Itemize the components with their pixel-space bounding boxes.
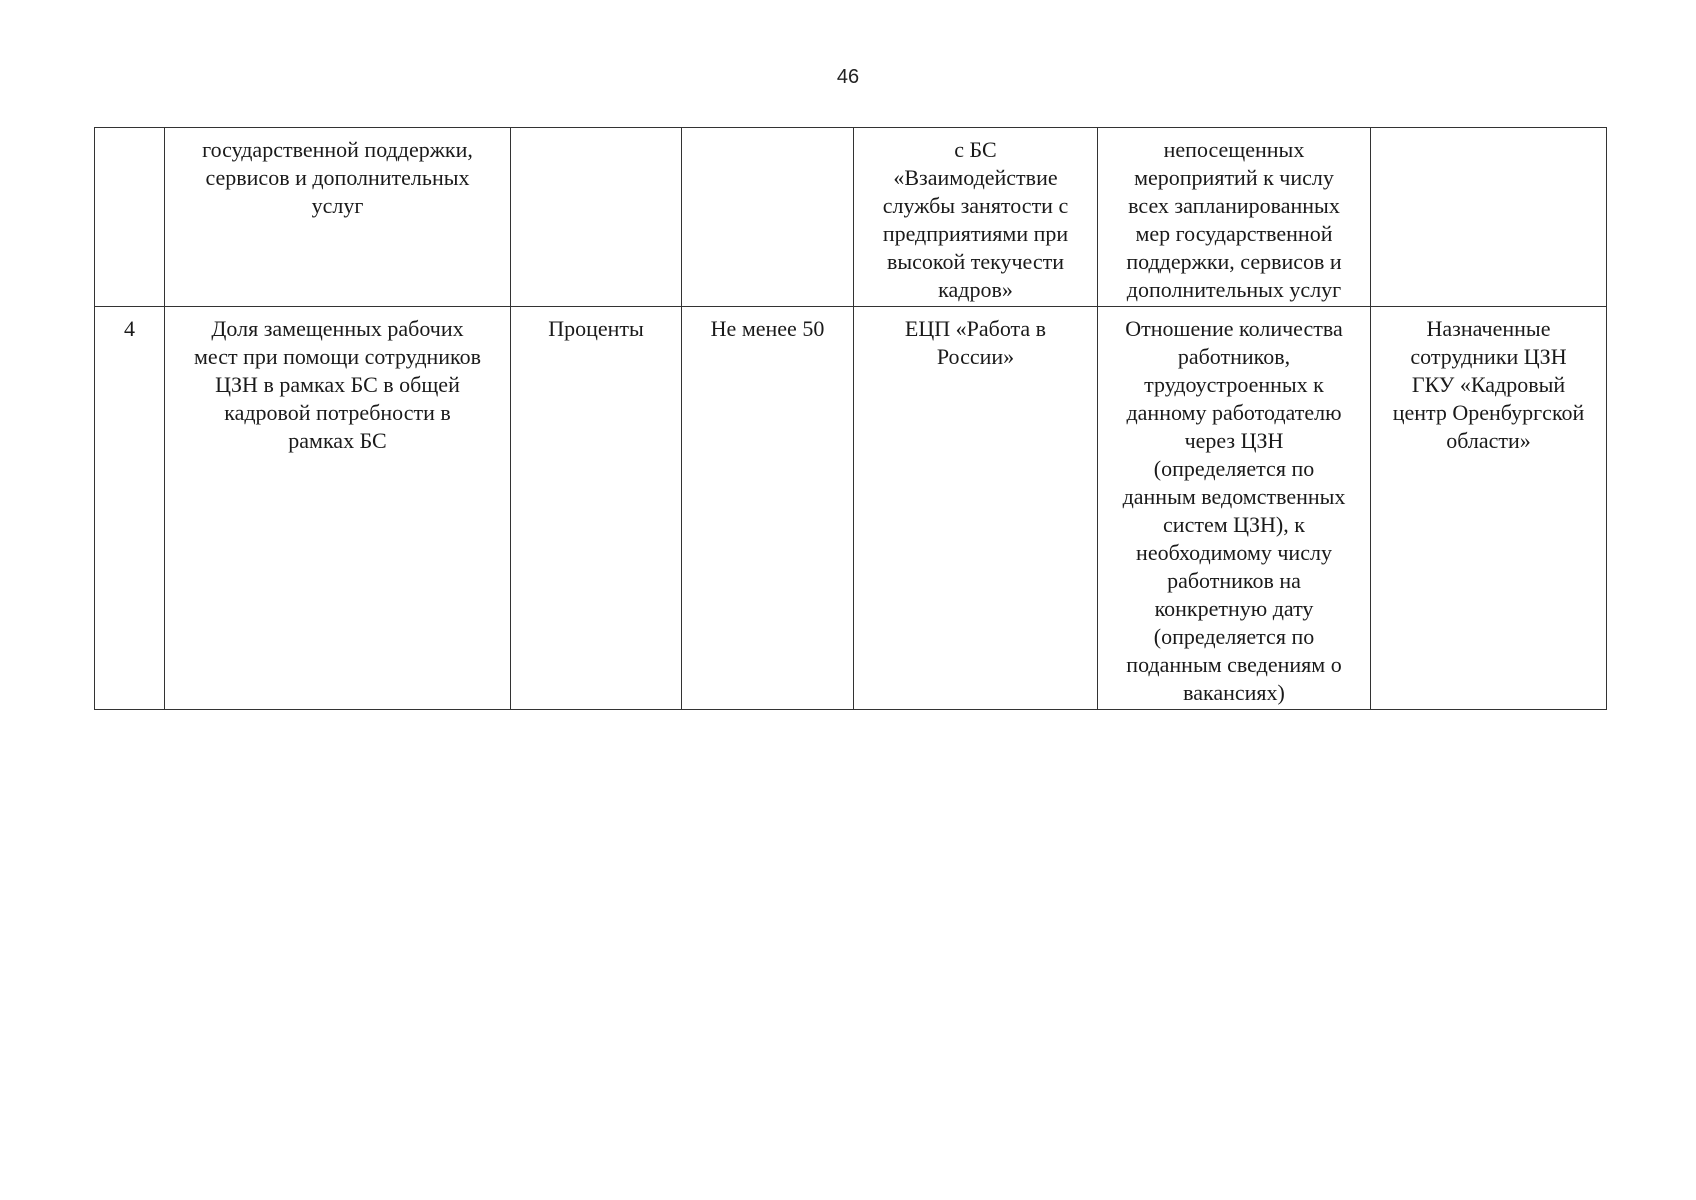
cell-responsible: Назначенные сотрудники ЦЗН ГКУ «Кадровый центр Оренбургской области» bbox=[1371, 307, 1607, 710]
cell-indicator: Доля замещенных рабочих мест при помощи сотрудников ЦЗН в рамках БС в общей кадровой потребности в рамках БС bbox=[165, 307, 511, 710]
cell-target: Не менее 50 bbox=[682, 307, 854, 710]
cell-method: непосещенных мероприятий к числу всех запланированных мер государственной поддержки, сервисов и дополнительных услуг bbox=[1098, 128, 1371, 307]
cell-indicator: государственной поддержки, сервисов и дополнительных услуг bbox=[165, 128, 511, 307]
indicators-table bbox=[94, 127, 1607, 710]
page-number: 46 bbox=[836, 66, 860, 88]
cell-source: ЕЦП «Работа в России» bbox=[854, 307, 1098, 710]
table-row bbox=[95, 307, 1607, 710]
cell-target bbox=[682, 128, 854, 307]
cell-unit bbox=[511, 128, 682, 307]
cell-number bbox=[95, 128, 165, 307]
cell-number: 4 bbox=[95, 307, 165, 710]
cell-unit: Проценты bbox=[511, 307, 682, 710]
cell-source: с БС «Взаимодействие службы занятости с предприятиями при высокой текучести кадров» bbox=[854, 128, 1098, 307]
table-row bbox=[95, 128, 1607, 307]
cell-method: Отношение количества работников, трудоустроенных к данному работодателю через ЦЗН (определяется по данным ведомственных систем ЦЗН), к необходимому числу работников на конкретную дату (определяется по поданным сведениям о вакансиях) bbox=[1098, 307, 1371, 710]
cell-responsible bbox=[1371, 128, 1607, 307]
